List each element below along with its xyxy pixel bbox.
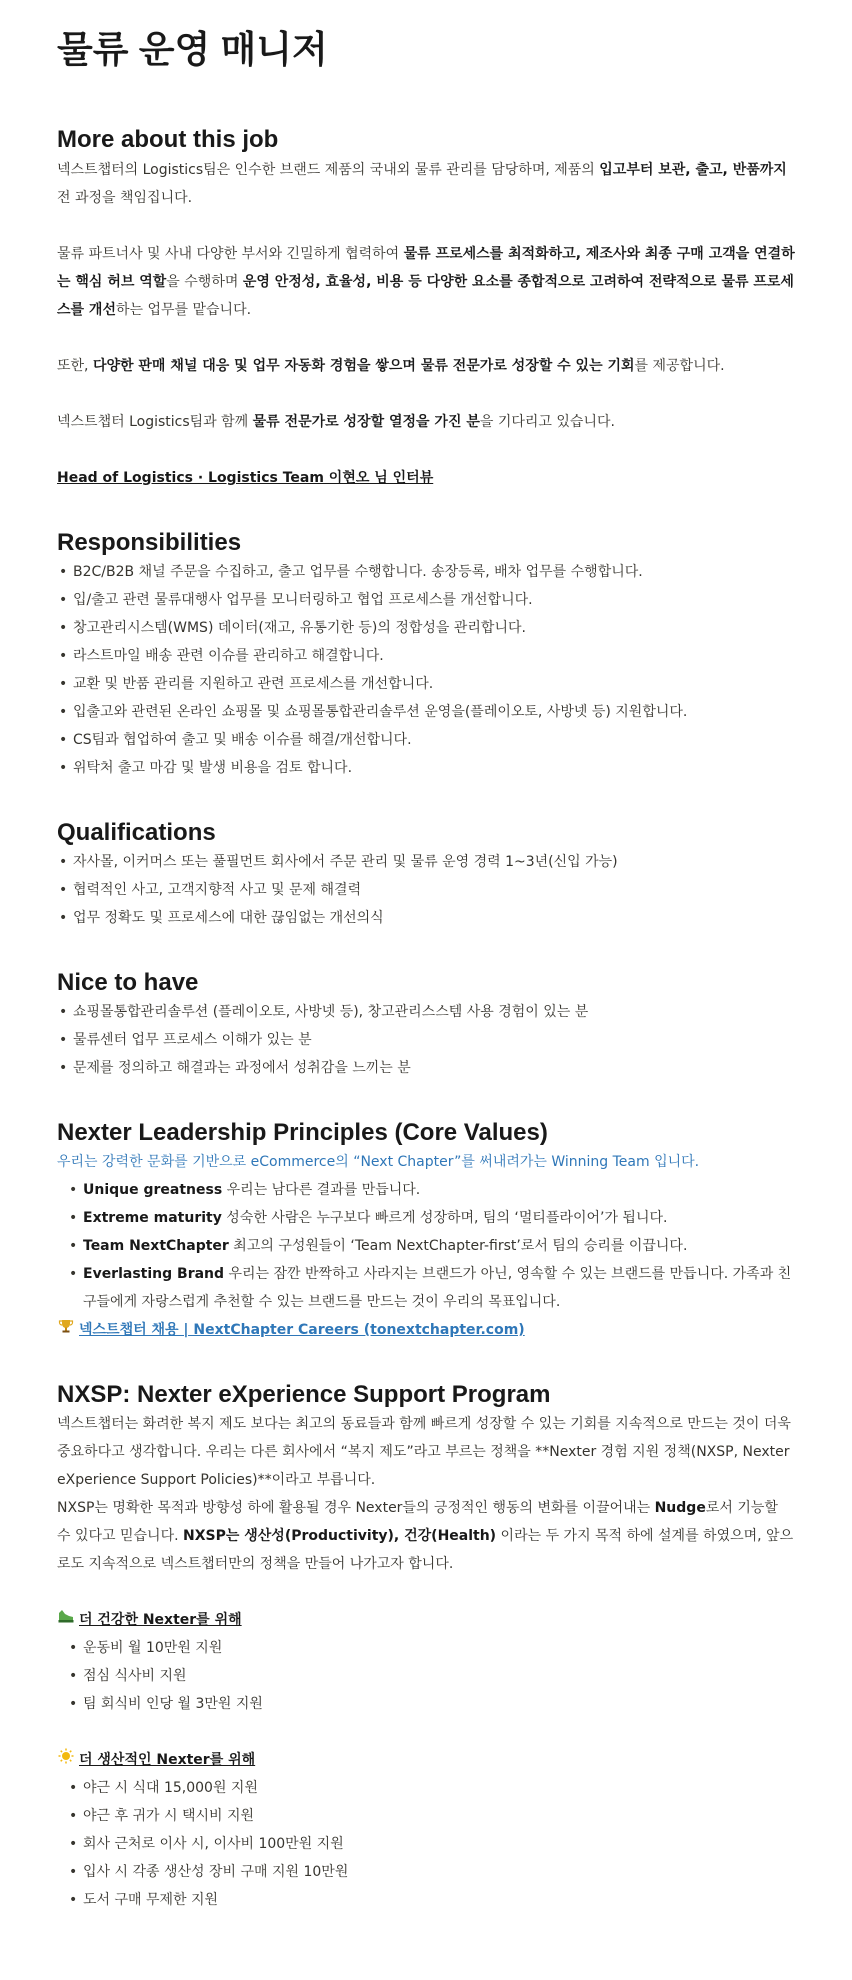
about-paragraph-3: 또한, 다양한 판매 채널 대응 및 업무 자동화 경험을 쌓으며 물류 전문가로 성장할 수 있는 기회를 제공합니다. — [57, 358, 725, 374]
qualifications-list — [57, 848, 795, 932]
sun-icon — [57, 1746, 75, 1774]
principles-section — [57, 1118, 795, 1344]
interview-link[interactable]: Head of Logistics · Logistics Team 이현오 님 인터뷰 — [57, 470, 434, 486]
list-item: • 운동비 월 10만원 지원 — [57, 1634, 795, 1662]
list-item: • 문제를 정의하고 해결과는 과정에서 성취감을 느끼는 분 — [57, 1054, 795, 1082]
nxsp-paragraph-2: NXSP는 명확한 목적과 방향성 하에 활용될 경우 Nexter들의 긍정적인 행동의 변화를 이끌어내는 Nudge로서 기능할 수 있다고 믿습니다. NXSP는 생산성(Productivity), 건강(Health) 이라는 두 가지 목적 하에 설계를 하였으며, 앞으로도 지속적으로 넥스트챕터만의 정책을 만들어 나가고자 합니다. — [57, 1500, 794, 1572]
principles-list — [57, 1176, 795, 1316]
principle-item: • Team NextChapter 최고의 구성원들이 ‘Team NextChapter-first’로서 팀의 승리를 이끕니다. — [57, 1232, 795, 1260]
principles-intro: 우리는 강력한 문화를 기반으로 eCommerce의 “Next Chapter”를 써내려가는 Winning Team 입니다. — [57, 1154, 700, 1170]
list-item: • 입사 시 각종 생산성 장비 구매 지원 10만원 — [57, 1858, 795, 1886]
nice-to-have-section — [57, 968, 795, 1082]
list-item: • B2C/B2B 채널 주문을 수집하고, 출고 업무를 수행합니다. 송장등록, 배차 업무를 수행합니다. — [57, 558, 795, 586]
page-title: 물류 운영 매니저 — [57, 29, 328, 70]
responsibilities-section — [57, 528, 795, 782]
list-item: • 쇼핑몰통합관리솔루션 (플레이오토, 사방넷 등), 창고관리스스템 사용 경험이 있는 분 — [57, 998, 795, 1026]
list-item: • 교환 및 반품 관리를 지원하고 관련 프로세스를 개선합니다. — [57, 670, 795, 698]
productivity-list — [57, 1774, 795, 1914]
list-item: • 점심 식사비 지원 — [57, 1662, 795, 1690]
trophy-icon — [57, 1316, 75, 1344]
responsibilities-list — [57, 558, 795, 782]
list-item: • 입/출고 관련 물류대행사 업무를 모니터링하고 협업 프로세스를 개선합니다. — [57, 586, 795, 614]
careers-link[interactable]: 넥스트챕터 채용 | NextChapter Careers (tonextchapter.com) — [79, 1322, 525, 1338]
list-item: • 협력적인 사고, 고객지향적 사고 및 문제 해결력 — [57, 876, 795, 904]
principle-item: • Extreme maturity 성숙한 사람은 누구보다 빠르게 성장하며, 팀의 ‘멀티플라이어’가 됩니다. — [57, 1204, 795, 1232]
productivity-subheading-row — [57, 1746, 795, 1774]
running-shoe-icon — [57, 1606, 75, 1634]
nxsp-paragraph-1: 넥스트챕터는 화려한 복지 제도 보다는 최고의 동료들과 함께 빠르게 성장할 수 있는 기회를 지속적으로 만드는 것이 더욱 중요하다고 생각합니다. 우리는 다른 회사에서 “복지 제도”라고 부르는 정책을 **Nexter 경험 지원 정책(NXSP, Nexter eXperience Support Policies)**이라고 부릅니다. — [57, 1416, 791, 1488]
list-item: • 도서 구매 무제한 지원 — [57, 1886, 795, 1914]
about-paragraph-4: 넥스트챕터 Logistics팀과 함께 물류 전문가로 성장할 열정을 가진 분을 기다리고 있습니다. — [57, 414, 615, 430]
qualifications-section — [57, 818, 795, 932]
about-paragraph-2: 물류 파트너사 및 사내 다양한 부서와 긴밀하게 협력하여 물류 프로세스를 최적화하고, 제조사와 최종 구매 고객을 연결하는 핵심 허브 역할을 수행하며 운영 안정성, 효율성, 비용 등 다양한 요소를 종합적으로 고려하여 전략적으로 물류 프로세스를 개선하는 업무를 맡습니다. — [57, 246, 795, 318]
about-paragraph-1: 넥스트챕터의 Logistics팀은 인수한 브랜드 제품의 국내외 물류 관리를 담당하며, 제품의 입고부터 보관, 출고, 반품까지 전 과정을 책임집니다. — [57, 162, 787, 206]
health-subheading: 더 건강한 Nexter를 위해 — [79, 1612, 242, 1628]
interview-link-row — [57, 464, 795, 492]
about-section — [57, 125, 795, 492]
list-item: • 자사몰, 이커머스 또는 풀필먼트 회사에서 주문 관리 및 물류 운영 경력 1~3년(신입 가능) — [57, 848, 795, 876]
principle-item: • Everlasting Brand 우리는 잠깐 반짝하고 사라지는 브랜드가 아닌, 영속할 수 있는 브랜드를 만듭니다. 가족과 친구들에게 자랑스럽게 추천할 수 있는 브랜드를 만드는 것이 우리의 목표입니다. — [57, 1260, 795, 1316]
list-item: • 업무 정확도 및 프로세스에 대한 끊임없는 개선의식 — [57, 904, 795, 932]
careers-link-row — [57, 1316, 795, 1344]
list-item: • 창고관리시스템(WMS) 데이터(재고, 유통기한 등)의 정합성을 관리합니다. — [57, 614, 795, 642]
list-item: • 회사 근처로 이사 시, 이사비 100만원 지원 — [57, 1830, 795, 1858]
health-list — [57, 1634, 795, 1718]
list-item: • 물류센터 업무 프로세스 이해가 있는 분 — [57, 1026, 795, 1054]
list-item: • 입출고와 관련된 온라인 쇼핑몰 및 쇼핑몰통합관리솔루션 운영을(플레이오토, 사방넷 등) 지원합니다. — [57, 698, 795, 726]
qualifications-heading: Qualifications — [57, 819, 216, 846]
nxsp-heading: NXSP: Nexter eXperience Support Program — [57, 1381, 551, 1408]
responsibilities-heading: Responsibilities — [57, 529, 242, 556]
principle-item: • Unique greatness 우리는 남다른 결과를 만듭니다. — [57, 1176, 795, 1204]
productivity-subheading: 더 생산적인 Nexter를 위해 — [79, 1752, 256, 1768]
nice-to-have-heading: Nice to have — [57, 969, 199, 996]
list-item: • 라스트마일 배송 관련 이슈를 관리하고 해결합니다. — [57, 642, 795, 670]
list-item: • CS팀과 협업하여 출고 및 배송 이슈를 해결/개선합니다. — [57, 726, 795, 754]
health-subheading-row — [57, 1606, 795, 1634]
nice-to-have-list — [57, 998, 795, 1082]
list-item: • 팀 회식비 인당 월 3만원 지원 — [57, 1690, 795, 1718]
list-item: • 야근 시 식대 15,000원 지원 — [57, 1774, 795, 1802]
list-item: • 야근 후 귀가 시 택시비 지원 — [57, 1802, 795, 1830]
list-item: • 위탁처 출고 마감 및 발생 비용을 검토 합니다. — [57, 754, 795, 782]
about-heading: More about this job — [57, 126, 279, 153]
nxsp-section — [57, 1380, 795, 1914]
principles-heading: Nexter Leadership Principles (Core Values) — [57, 1119, 548, 1146]
